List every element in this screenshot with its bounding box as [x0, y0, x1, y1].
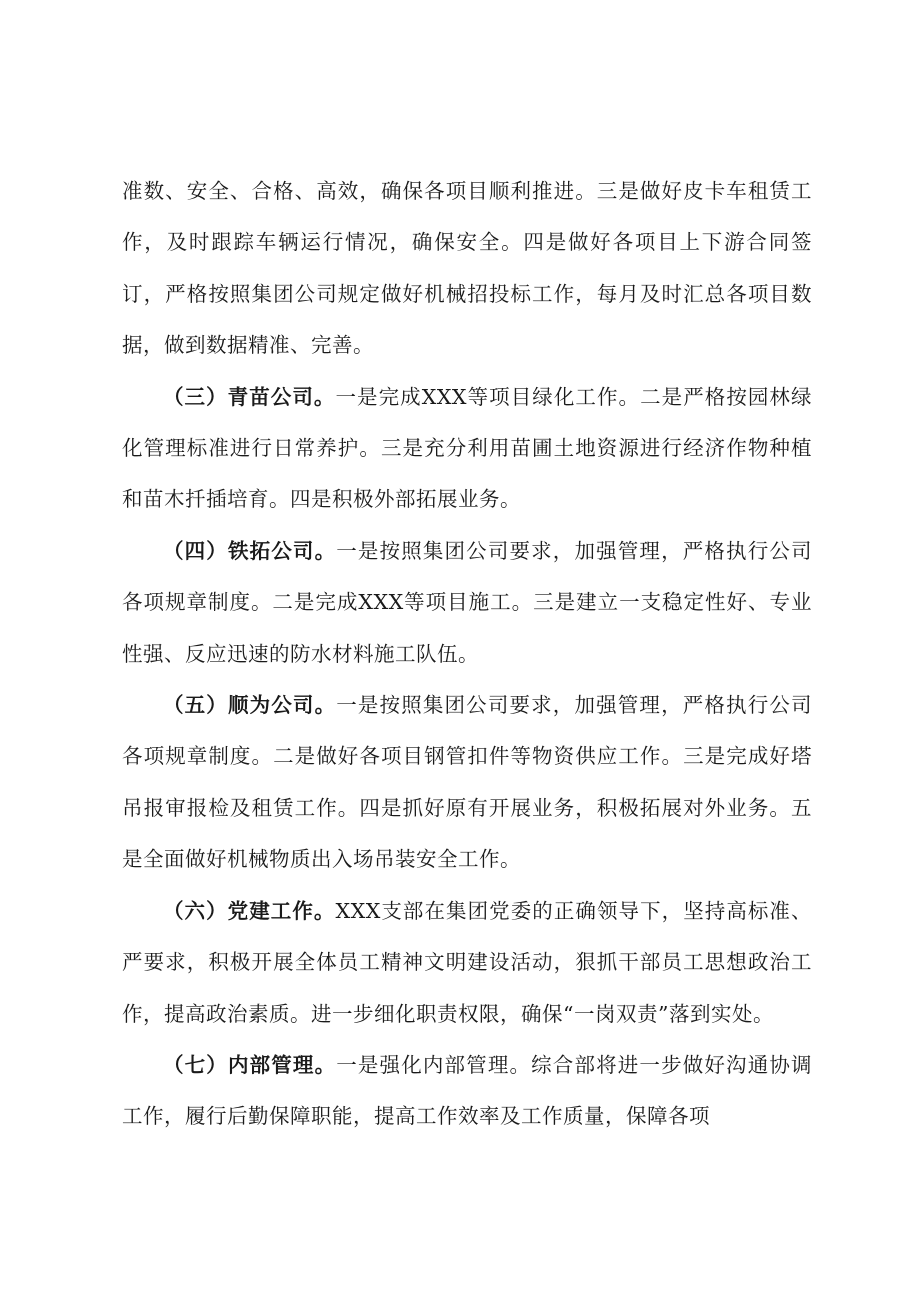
- paragraph-text: 一是完成XXX等项目绿化工作。二是严格按园林绿化管理标准进行日常养护。三是充分利用苗圃土地资源进行经济作物种植和苗木扦插培育。四是积极外部拓展业务。: [122, 384, 812, 512]
- paragraph-qingmiao-company: [122, 372, 812, 526]
- document-body: [122, 166, 812, 1143]
- paragraph-heading: （四）铁拓公司。: [163, 538, 337, 563]
- paragraph-heading: （五）顺为公司。: [163, 693, 337, 718]
- paragraph-tietuo-company: [122, 526, 812, 680]
- paragraph-continued: [122, 166, 812, 372]
- paragraph-text: 准数、安全、合格、高效，确保各项目顺利推进。三是做好皮卡车租赁工作，及时跟踪车辆运行情况，确保安全。四是做好各项目上下游合同签订，严格按照集团公司规定做好机械招投标工作，每月及时汇总各项目数据，做到数据精准、完善。: [122, 179, 812, 358]
- paragraph-text: 一是强化内部管理。综合部将进一步做好沟通协调工作，履行后勤保障职能，提高工作效率及工作质量，保障各项: [122, 1052, 813, 1129]
- paragraph-heading: （七）内部管理。: [163, 1052, 337, 1077]
- paragraph-text: 一是按照集团公司要求，加强管理，严格执行公司各项规章制度。二是完成XXX等项目施工。三是建立一支稳定性好、专业性强、反应迅速的防水材料施工队伍。: [122, 538, 813, 666]
- paragraph-heading: （三）青苗公司。: [163, 384, 336, 409]
- paragraph-shunwei-company: [122, 680, 812, 886]
- paragraph-party-building: [122, 886, 812, 1040]
- paragraph-heading: （六）党建工作。: [163, 898, 336, 923]
- paragraph-text: XXX支部在集团党委的正确领导下，坚持高标准、严要求，积极开展全体员工精神文明建设活动，狠抓干部员工思想政治工作，提高政治素质。进一步细化职责权限，确保“一岗双责”落到实处。: [122, 898, 812, 1026]
- paragraph-text: 一是按照集团公司要求，加强管理，严格执行公司各项规章制度。二是做好各项目钢管扣件等物资供应工作。三是完成好塔吊报审报检及租赁工作。四是抓好原有开展业务，积极拓展对外业务。五是全面做好机械物质出入场吊装安全工作。: [122, 693, 813, 872]
- paragraph-internal-management: [122, 1040, 812, 1143]
